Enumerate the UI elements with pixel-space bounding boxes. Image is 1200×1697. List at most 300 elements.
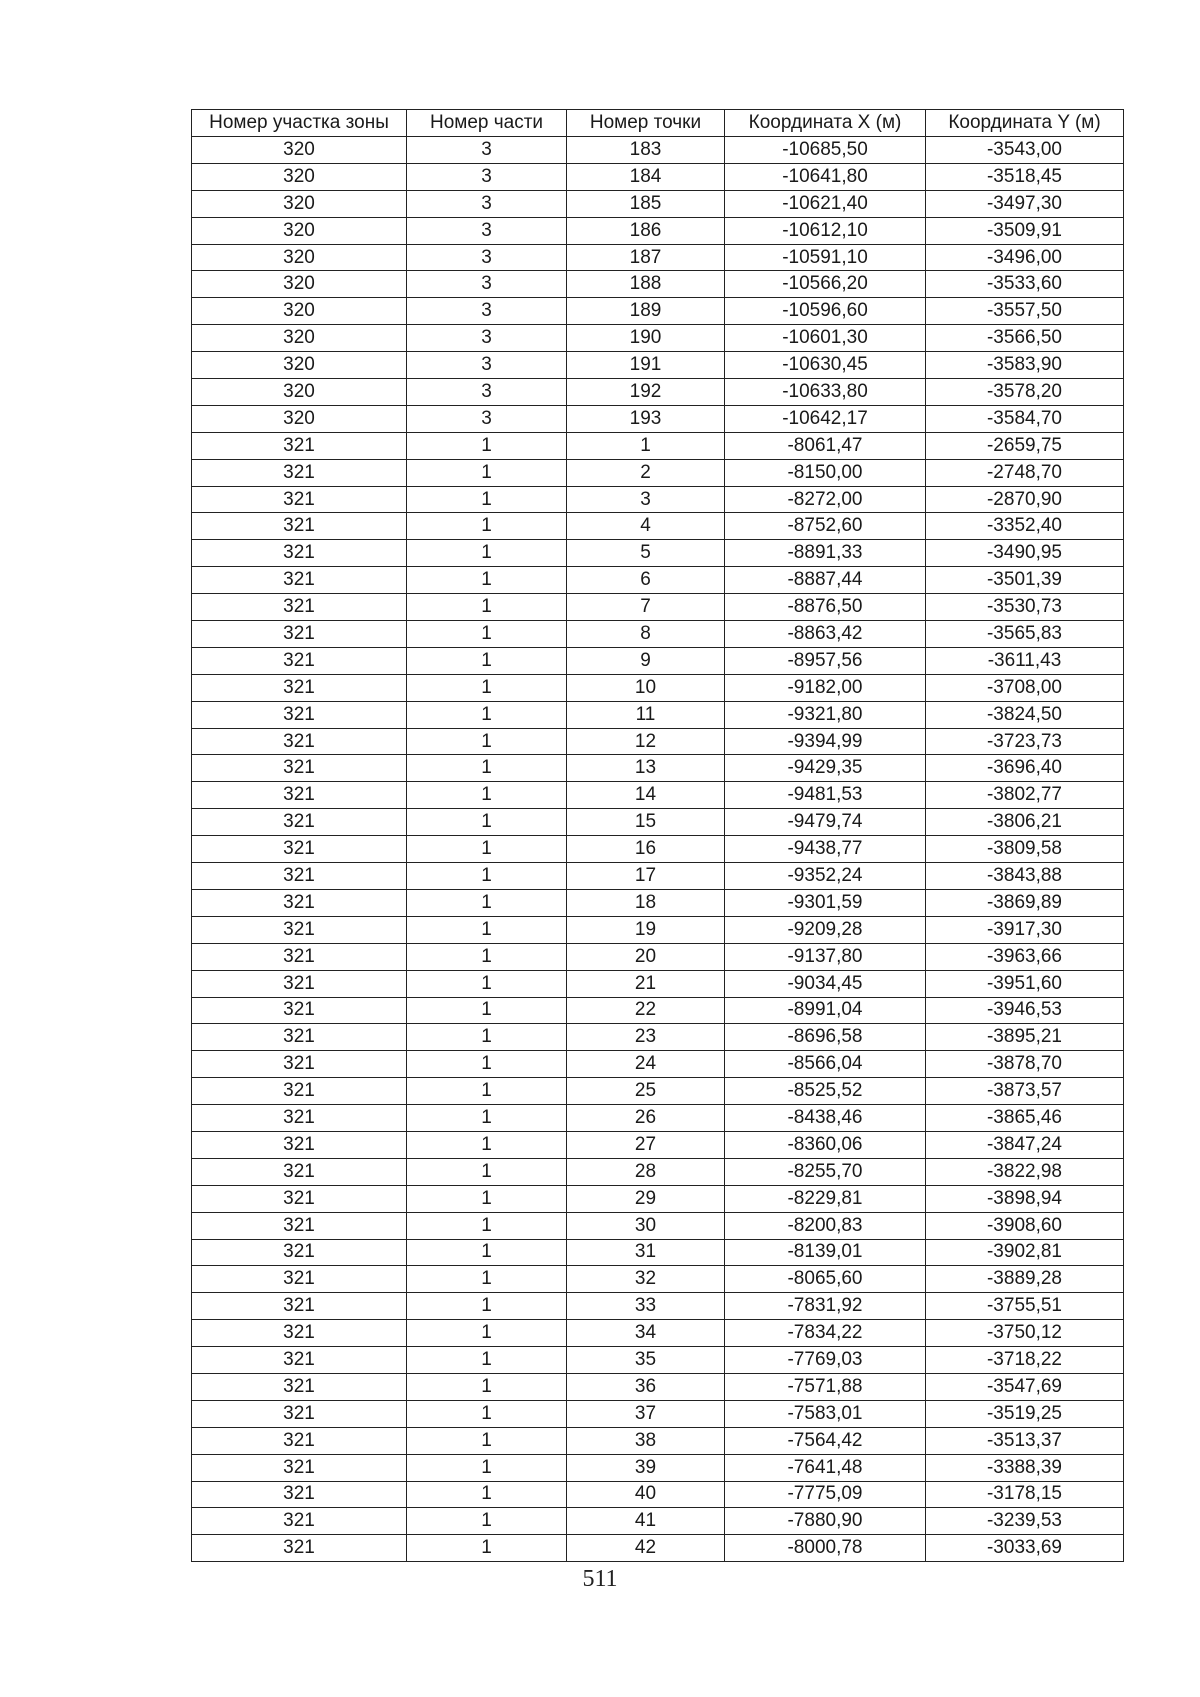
table-row bbox=[192, 379, 1124, 406]
coordinate-x-cell: -7769,03 bbox=[725, 1347, 926, 1374]
point-number-cell: 31 bbox=[567, 1239, 725, 1266]
point-number-cell: 33 bbox=[567, 1293, 725, 1320]
coordinate-x-cell: -8752,60 bbox=[725, 513, 926, 540]
point-number-cell: 4 bbox=[567, 513, 725, 540]
coordinate-y-cell: -3963,66 bbox=[926, 943, 1124, 970]
coordinate-y-cell: -3869,89 bbox=[926, 889, 1124, 916]
coordinate-x-cell: -10642,17 bbox=[725, 405, 926, 432]
coordinate-y-cell: -3583,90 bbox=[926, 352, 1124, 379]
part-number-cell: 3 bbox=[407, 379, 567, 406]
coordinate-y-cell: -3902,81 bbox=[926, 1239, 1124, 1266]
coordinate-x-cell: -8255,70 bbox=[725, 1158, 926, 1185]
zone-plot-number-cell: 321 bbox=[192, 970, 407, 997]
point-number-cell: 15 bbox=[567, 809, 725, 836]
zone-plot-number-cell: 320 bbox=[192, 137, 407, 164]
part-number-cell: 3 bbox=[407, 298, 567, 325]
zone-plot-number-cell: 321 bbox=[192, 1078, 407, 1105]
coordinate-y-cell: -3352,40 bbox=[926, 513, 1124, 540]
zone-plot-number-cell: 320 bbox=[192, 352, 407, 379]
part-number-cell: 1 bbox=[407, 1105, 567, 1132]
coordinate-y-cell: -3033,69 bbox=[926, 1535, 1124, 1562]
part-number-cell: 1 bbox=[407, 432, 567, 459]
coordinate-y-cell: -3584,70 bbox=[926, 405, 1124, 432]
coordinate-x-cell: -10630,45 bbox=[725, 352, 926, 379]
zone-plot-number-cell: 321 bbox=[192, 1454, 407, 1481]
zone-plot-number-cell: 321 bbox=[192, 1508, 407, 1535]
part-number-cell: 1 bbox=[407, 486, 567, 513]
part-number-cell: 1 bbox=[407, 1131, 567, 1158]
coordinate-y-cell: -3878,70 bbox=[926, 1051, 1124, 1078]
point-number-cell: 23 bbox=[567, 1024, 725, 1051]
coordinate-x-cell: -7880,90 bbox=[725, 1508, 926, 1535]
zone-plot-number-cell: 321 bbox=[192, 594, 407, 621]
zone-plot-number-cell: 321 bbox=[192, 701, 407, 728]
coordinate-x-cell: -10566,20 bbox=[725, 271, 926, 298]
point-number-cell: 5 bbox=[567, 540, 725, 567]
coordinate-x-cell: -7571,88 bbox=[725, 1373, 926, 1400]
zone-plot-number-cell: 321 bbox=[192, 1293, 407, 1320]
table-row bbox=[192, 137, 1124, 164]
zone-plot-number-cell: 321 bbox=[192, 782, 407, 809]
zone-plot-number-cell: 320 bbox=[192, 190, 407, 217]
coordinate-y-cell: -3533,60 bbox=[926, 271, 1124, 298]
zone-plot-number-cell: 321 bbox=[192, 755, 407, 782]
point-number-cell: 38 bbox=[567, 1427, 725, 1454]
point-number-cell: 10 bbox=[567, 674, 725, 701]
coordinate-x-cell: -8139,01 bbox=[725, 1239, 926, 1266]
point-number-cell: 24 bbox=[567, 1051, 725, 1078]
point-number-cell: 14 bbox=[567, 782, 725, 809]
zone-plot-number-cell: 321 bbox=[192, 1320, 407, 1347]
table-row bbox=[192, 1293, 1124, 1320]
table-row bbox=[192, 1535, 1124, 1562]
coordinate-x-cell: -9321,80 bbox=[725, 701, 926, 728]
zone-plot-number-cell: 321 bbox=[192, 809, 407, 836]
coordinate-x-cell: -9137,80 bbox=[725, 943, 926, 970]
point-number-cell: 17 bbox=[567, 863, 725, 890]
table-row bbox=[192, 943, 1124, 970]
table-row bbox=[192, 1454, 1124, 1481]
part-number-cell: 1 bbox=[407, 1266, 567, 1293]
part-number-cell: 1 bbox=[407, 889, 567, 916]
coordinate-x-cell: -9479,74 bbox=[725, 809, 926, 836]
table-row bbox=[192, 970, 1124, 997]
zone-plot-number-cell: 321 bbox=[192, 1427, 407, 1454]
table-row bbox=[192, 352, 1124, 379]
point-number-cell: 185 bbox=[567, 190, 725, 217]
point-number-cell: 187 bbox=[567, 244, 725, 271]
part-number-cell: 1 bbox=[407, 997, 567, 1024]
coordinate-x-cell: -8887,44 bbox=[725, 567, 926, 594]
point-number-cell: 39 bbox=[567, 1454, 725, 1481]
part-number-cell: 1 bbox=[407, 513, 567, 540]
point-number-cell: 28 bbox=[567, 1158, 725, 1185]
zone-plot-number-cell: 320 bbox=[192, 405, 407, 432]
part-number-cell: 1 bbox=[407, 1481, 567, 1508]
coordinate-x-cell: -10601,30 bbox=[725, 325, 926, 352]
part-number-cell: 1 bbox=[407, 1185, 567, 1212]
zone-plot-number-cell: 320 bbox=[192, 163, 407, 190]
point-number-cell: 192 bbox=[567, 379, 725, 406]
part-number-cell: 1 bbox=[407, 836, 567, 863]
table-row bbox=[192, 1185, 1124, 1212]
header-row bbox=[192, 110, 1124, 137]
part-number-cell: 1 bbox=[407, 647, 567, 674]
point-number-cell: 189 bbox=[567, 298, 725, 325]
table-row bbox=[192, 674, 1124, 701]
table-row bbox=[192, 863, 1124, 890]
coordinate-y-cell: -3509,91 bbox=[926, 217, 1124, 244]
coordinate-y-cell: -3496,00 bbox=[926, 244, 1124, 271]
table-header bbox=[192, 110, 1124, 137]
table-row bbox=[192, 1373, 1124, 1400]
point-number-cell: 8 bbox=[567, 621, 725, 648]
coordinate-x-cell: -7641,48 bbox=[725, 1454, 926, 1481]
table-row bbox=[192, 1427, 1124, 1454]
zone-plot-number-cell: 321 bbox=[192, 916, 407, 943]
point-number-cell: 186 bbox=[567, 217, 725, 244]
coordinate-x-cell: -7775,09 bbox=[725, 1481, 926, 1508]
table-row bbox=[192, 1508, 1124, 1535]
point-number-cell: 11 bbox=[567, 701, 725, 728]
part-number-cell: 1 bbox=[407, 701, 567, 728]
point-number-cell: 25 bbox=[567, 1078, 725, 1105]
coordinate-y-cell: -2870,90 bbox=[926, 486, 1124, 513]
part-number-cell: 1 bbox=[407, 809, 567, 836]
coordinate-y-cell: -3873,57 bbox=[926, 1078, 1124, 1105]
point-number-cell: 2 bbox=[567, 459, 725, 486]
point-number-cell: 22 bbox=[567, 997, 725, 1024]
point-number-cell: 13 bbox=[567, 755, 725, 782]
coordinate-y-cell: -3750,12 bbox=[926, 1320, 1124, 1347]
coordinate-x-cell: -10591,10 bbox=[725, 244, 926, 271]
coordinate-y-cell: -3497,30 bbox=[926, 190, 1124, 217]
zone-plot-number-cell: 321 bbox=[192, 567, 407, 594]
table-row bbox=[192, 163, 1124, 190]
table-row bbox=[192, 567, 1124, 594]
coordinate-x-cell: -8272,00 bbox=[725, 486, 926, 513]
part-number-cell: 3 bbox=[407, 325, 567, 352]
point-number-cell: 26 bbox=[567, 1105, 725, 1132]
zone-plot-number-cell: 321 bbox=[192, 836, 407, 863]
part-number-cell: 1 bbox=[407, 1293, 567, 1320]
point-number-cell: 9 bbox=[567, 647, 725, 674]
coordinate-y-cell: -3565,83 bbox=[926, 621, 1124, 648]
table-row bbox=[192, 1239, 1124, 1266]
table-row bbox=[192, 459, 1124, 486]
part-number-cell: 1 bbox=[407, 567, 567, 594]
coordinate-x-cell: -7831,92 bbox=[725, 1293, 926, 1320]
coordinate-x-cell: -10596,60 bbox=[725, 298, 926, 325]
zone-plot-number-cell: 321 bbox=[192, 1105, 407, 1132]
table-row bbox=[192, 728, 1124, 755]
part-number-cell: 1 bbox=[407, 1427, 567, 1454]
table-row bbox=[192, 701, 1124, 728]
coordinate-x-cell: -8696,58 bbox=[725, 1024, 926, 1051]
coordinate-x-cell: -9438,77 bbox=[725, 836, 926, 863]
table-row bbox=[192, 809, 1124, 836]
coordinate-x-cell: -8566,04 bbox=[725, 1051, 926, 1078]
part-number-cell: 1 bbox=[407, 1320, 567, 1347]
coordinate-y-cell: -3824,50 bbox=[926, 701, 1124, 728]
part-number-cell: 1 bbox=[407, 594, 567, 621]
coordinate-x-cell: -9034,45 bbox=[725, 970, 926, 997]
zone-plot-number-cell: 321 bbox=[192, 1347, 407, 1374]
part-number-cell: 3 bbox=[407, 190, 567, 217]
part-number-cell: 1 bbox=[407, 863, 567, 890]
table-row bbox=[192, 1400, 1124, 1427]
coordinate-x-cell: -8200,83 bbox=[725, 1212, 926, 1239]
zone-plot-number-cell: 321 bbox=[192, 432, 407, 459]
coordinate-y-cell: -3802,77 bbox=[926, 782, 1124, 809]
coordinate-y-cell: -3898,94 bbox=[926, 1185, 1124, 1212]
table-row bbox=[192, 298, 1124, 325]
zone-plot-number-cell: 321 bbox=[192, 1481, 407, 1508]
coordinate-y-cell: -2659,75 bbox=[926, 432, 1124, 459]
zone-plot-number-cell: 321 bbox=[192, 1212, 407, 1239]
point-number-cell: 30 bbox=[567, 1212, 725, 1239]
point-number-cell: 18 bbox=[567, 889, 725, 916]
coordinate-y-cell: -3611,43 bbox=[926, 647, 1124, 674]
zone-plot-number-cell: 321 bbox=[192, 621, 407, 648]
coordinate-y-cell: -3822,98 bbox=[926, 1158, 1124, 1185]
coordinate-x-cell: -8876,50 bbox=[725, 594, 926, 621]
coordinate-y-cell: -3578,20 bbox=[926, 379, 1124, 406]
point-number-cell: 184 bbox=[567, 163, 725, 190]
table-row bbox=[192, 405, 1124, 432]
table-row bbox=[192, 1266, 1124, 1293]
coordinate-x-cell: -9394,99 bbox=[725, 728, 926, 755]
coordinate-y-cell: -3843,88 bbox=[926, 863, 1124, 890]
zone-plot-number-cell: 320 bbox=[192, 271, 407, 298]
point-number-cell: 12 bbox=[567, 728, 725, 755]
part-number-cell: 1 bbox=[407, 1212, 567, 1239]
table-row bbox=[192, 1481, 1124, 1508]
zone-plot-number-cell: 321 bbox=[192, 1185, 407, 1212]
coordinate-x-cell: -8863,42 bbox=[725, 621, 926, 648]
table-row bbox=[192, 1158, 1124, 1185]
part-number-cell: 3 bbox=[407, 405, 567, 432]
coordinate-y-cell: -3889,28 bbox=[926, 1266, 1124, 1293]
part-number-cell: 1 bbox=[407, 782, 567, 809]
zone-plot-number-cell: 320 bbox=[192, 379, 407, 406]
part-number-cell: 3 bbox=[407, 271, 567, 298]
zone-plot-number-cell: 321 bbox=[192, 486, 407, 513]
point-number-cell: 183 bbox=[567, 137, 725, 164]
coordinate-y-cell: -3388,39 bbox=[926, 1454, 1124, 1481]
point-number-cell: 1 bbox=[567, 432, 725, 459]
zone-plot-number-cell: 321 bbox=[192, 889, 407, 916]
point-number-cell: 35 bbox=[567, 1347, 725, 1374]
coordinate-y-cell: -3806,21 bbox=[926, 809, 1124, 836]
zone-plot-number-cell: 321 bbox=[192, 540, 407, 567]
point-number-cell: 40 bbox=[567, 1481, 725, 1508]
zone-plot-number-cell: 321 bbox=[192, 943, 407, 970]
coordinate-x-cell: -8438,46 bbox=[725, 1105, 926, 1132]
point-number-cell: 190 bbox=[567, 325, 725, 352]
coordinate-x-cell: -8061,47 bbox=[725, 432, 926, 459]
header-point-number: Номер точки bbox=[567, 110, 725, 137]
point-number-cell: 193 bbox=[567, 405, 725, 432]
point-number-cell: 32 bbox=[567, 1266, 725, 1293]
table-row bbox=[192, 1131, 1124, 1158]
part-number-cell: 3 bbox=[407, 163, 567, 190]
part-number-cell: 1 bbox=[407, 1454, 567, 1481]
table-row bbox=[192, 647, 1124, 674]
coordinate-y-cell: -3566,50 bbox=[926, 325, 1124, 352]
zone-plot-number-cell: 321 bbox=[192, 459, 407, 486]
coordinate-y-cell: -3178,15 bbox=[926, 1481, 1124, 1508]
header-coordinate-x: Координата X (м) bbox=[725, 110, 926, 137]
table-row bbox=[192, 836, 1124, 863]
point-number-cell: 6 bbox=[567, 567, 725, 594]
zone-plot-number-cell: 321 bbox=[192, 1131, 407, 1158]
coordinate-x-cell: -9301,59 bbox=[725, 889, 926, 916]
point-number-cell: 21 bbox=[567, 970, 725, 997]
point-number-cell: 41 bbox=[567, 1508, 725, 1535]
coordinate-y-cell: -2748,70 bbox=[926, 459, 1124, 486]
coordinate-x-cell: -8065,60 bbox=[725, 1266, 926, 1293]
point-number-cell: 188 bbox=[567, 271, 725, 298]
part-number-cell: 1 bbox=[407, 459, 567, 486]
zone-plot-number-cell: 321 bbox=[192, 863, 407, 890]
table-row bbox=[192, 432, 1124, 459]
coordinate-y-cell: -3501,39 bbox=[926, 567, 1124, 594]
page-number: 511 bbox=[582, 1566, 618, 1592]
table-row bbox=[192, 1320, 1124, 1347]
point-number-cell: 3 bbox=[567, 486, 725, 513]
point-number-cell: 37 bbox=[567, 1400, 725, 1427]
coordinate-x-cell: -8891,33 bbox=[725, 540, 926, 567]
coordinate-x-cell: -9209,28 bbox=[725, 916, 926, 943]
coordinate-x-cell: -9182,00 bbox=[725, 674, 926, 701]
zone-plot-number-cell: 321 bbox=[192, 513, 407, 540]
part-number-cell: 1 bbox=[407, 1239, 567, 1266]
table-body bbox=[192, 137, 1124, 1562]
coordinate-x-cell: -7583,01 bbox=[725, 1400, 926, 1427]
point-number-cell: 7 bbox=[567, 594, 725, 621]
table-row bbox=[192, 1051, 1124, 1078]
table-row bbox=[192, 1347, 1124, 1374]
part-number-cell: 3 bbox=[407, 244, 567, 271]
part-number-cell: 1 bbox=[407, 1347, 567, 1374]
table-row bbox=[192, 621, 1124, 648]
part-number-cell: 3 bbox=[407, 352, 567, 379]
coordinate-y-cell: -3809,58 bbox=[926, 836, 1124, 863]
zone-plot-number-cell: 320 bbox=[192, 217, 407, 244]
table-row bbox=[192, 190, 1124, 217]
coordinate-y-cell: -3718,22 bbox=[926, 1347, 1124, 1374]
zone-plot-number-cell: 321 bbox=[192, 1373, 407, 1400]
zone-plot-number-cell: 320 bbox=[192, 325, 407, 352]
zone-plot-number-cell: 321 bbox=[192, 997, 407, 1024]
part-number-cell: 1 bbox=[407, 970, 567, 997]
header-zone-plot-number: Номер участка зоны bbox=[192, 110, 407, 137]
table-row bbox=[192, 540, 1124, 567]
part-number-cell: 3 bbox=[407, 137, 567, 164]
coordinate-y-cell: -3696,40 bbox=[926, 755, 1124, 782]
coordinates-table bbox=[191, 109, 1124, 1562]
coordinate-x-cell: -10621,40 bbox=[725, 190, 926, 217]
coordinate-x-cell: -8229,81 bbox=[725, 1185, 926, 1212]
part-number-cell: 1 bbox=[407, 728, 567, 755]
zone-plot-number-cell: 321 bbox=[192, 1051, 407, 1078]
table-row bbox=[192, 244, 1124, 271]
part-number-cell: 1 bbox=[407, 1078, 567, 1105]
table-row bbox=[192, 997, 1124, 1024]
header-part-number: Номер части bbox=[407, 110, 567, 137]
point-number-cell: 27 bbox=[567, 1131, 725, 1158]
coordinate-x-cell: -8150,00 bbox=[725, 459, 926, 486]
coordinate-x-cell: -7564,42 bbox=[725, 1427, 926, 1454]
point-number-cell: 19 bbox=[567, 916, 725, 943]
table-row bbox=[192, 594, 1124, 621]
coordinate-y-cell: -3519,25 bbox=[926, 1400, 1124, 1427]
part-number-cell: 1 bbox=[407, 1535, 567, 1562]
part-number-cell: 1 bbox=[407, 755, 567, 782]
coordinate-x-cell: -10633,80 bbox=[725, 379, 926, 406]
table-row bbox=[192, 755, 1124, 782]
point-number-cell: 42 bbox=[567, 1535, 725, 1562]
table-row bbox=[192, 271, 1124, 298]
coordinate-y-cell: -3908,60 bbox=[926, 1212, 1124, 1239]
part-number-cell: 1 bbox=[407, 1024, 567, 1051]
coordinate-y-cell: -3518,45 bbox=[926, 163, 1124, 190]
coordinate-y-cell: -3951,60 bbox=[926, 970, 1124, 997]
table-row bbox=[192, 486, 1124, 513]
header-coordinate-y: Координата Y (м) bbox=[926, 110, 1124, 137]
zone-plot-number-cell: 321 bbox=[192, 1239, 407, 1266]
zone-plot-number-cell: 321 bbox=[192, 1266, 407, 1293]
coordinate-x-cell: -8525,52 bbox=[725, 1078, 926, 1105]
coordinate-y-cell: -3865,46 bbox=[926, 1105, 1124, 1132]
coordinate-x-cell: -10612,10 bbox=[725, 217, 926, 244]
coordinate-y-cell: -3547,69 bbox=[926, 1373, 1124, 1400]
coordinate-x-cell: -8957,56 bbox=[725, 647, 926, 674]
point-number-cell: 36 bbox=[567, 1373, 725, 1400]
zone-plot-number-cell: 320 bbox=[192, 298, 407, 325]
coordinate-y-cell: -3723,73 bbox=[926, 728, 1124, 755]
zone-plot-number-cell: 321 bbox=[192, 647, 407, 674]
table-row bbox=[192, 325, 1124, 352]
table-row bbox=[192, 782, 1124, 809]
table-row bbox=[192, 1024, 1124, 1051]
point-number-cell: 16 bbox=[567, 836, 725, 863]
coordinate-x-cell: -8360,06 bbox=[725, 1131, 926, 1158]
table-row bbox=[192, 1078, 1124, 1105]
coordinate-x-cell: -7834,22 bbox=[725, 1320, 926, 1347]
zone-plot-number-cell: 321 bbox=[192, 1158, 407, 1185]
table-row bbox=[192, 513, 1124, 540]
coordinate-x-cell: -10685,50 bbox=[725, 137, 926, 164]
coordinate-x-cell: -8000,78 bbox=[725, 1535, 926, 1562]
zone-plot-number-cell: 321 bbox=[192, 674, 407, 701]
coordinate-x-cell: -9481,53 bbox=[725, 782, 926, 809]
table-row bbox=[192, 217, 1124, 244]
point-number-cell: 29 bbox=[567, 1185, 725, 1212]
coordinate-y-cell: -3239,53 bbox=[926, 1508, 1124, 1535]
zone-plot-number-cell: 321 bbox=[192, 1535, 407, 1562]
part-number-cell: 1 bbox=[407, 943, 567, 970]
coordinate-x-cell: -9429,35 bbox=[725, 755, 926, 782]
part-number-cell: 3 bbox=[407, 217, 567, 244]
part-number-cell: 1 bbox=[407, 1508, 567, 1535]
coordinate-x-cell: -8991,04 bbox=[725, 997, 926, 1024]
table-row bbox=[192, 916, 1124, 943]
part-number-cell: 1 bbox=[407, 540, 567, 567]
part-number-cell: 1 bbox=[407, 1051, 567, 1078]
coordinate-x-cell: -9352,24 bbox=[725, 863, 926, 890]
